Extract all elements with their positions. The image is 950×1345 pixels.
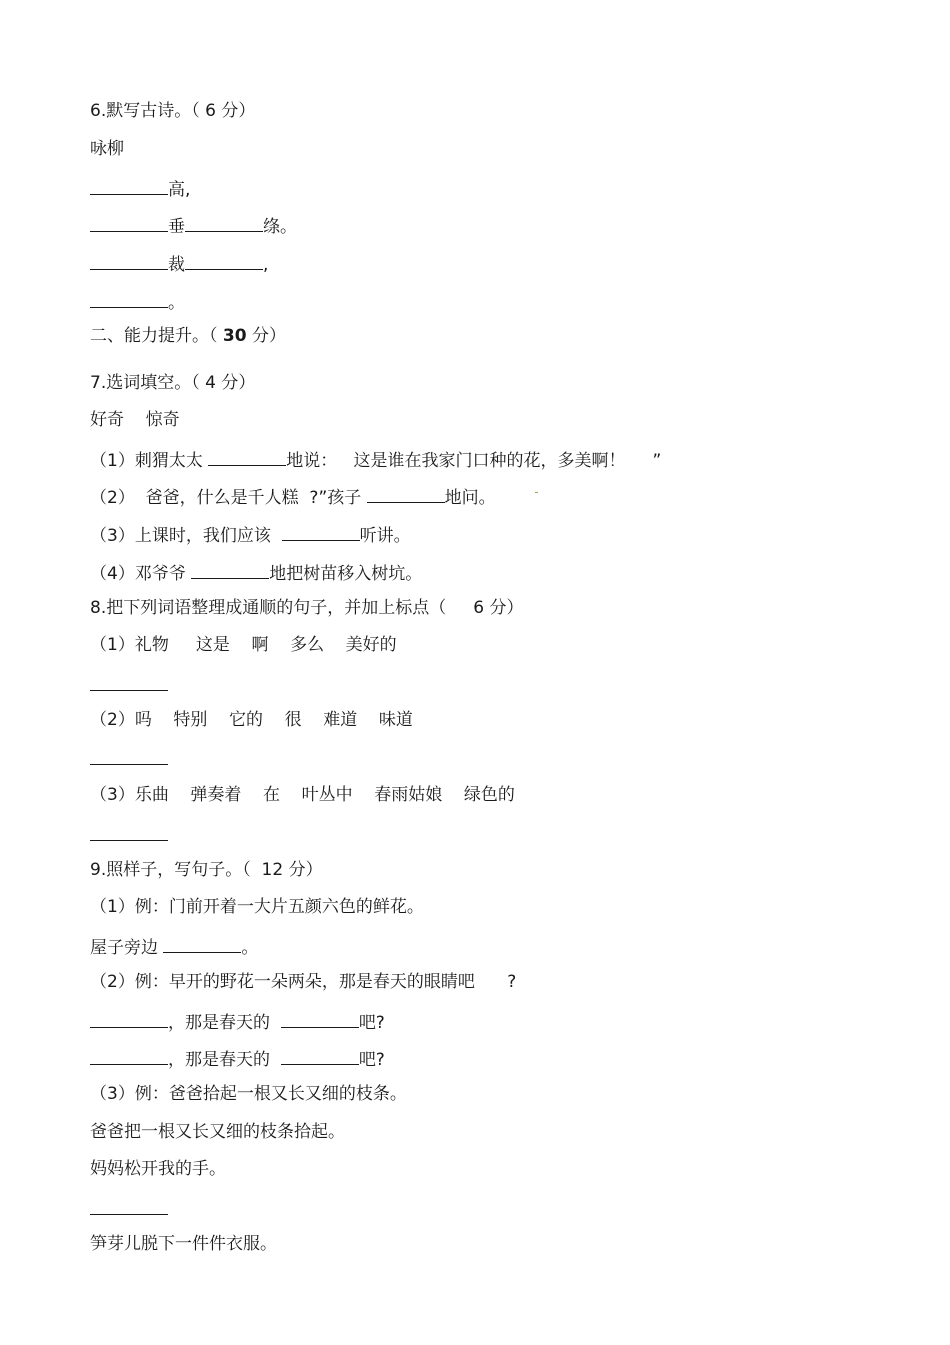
stray-mark [535, 492, 538, 493]
q8-item-3: （3）乐曲 弹奏着 在 叶丛中 春雨姑娘 绿色的 [90, 785, 515, 805]
q9-exercise-2b: ，那是春天的 吧? [90, 1046, 385, 1071]
answer-blank[interactable] [90, 289, 168, 308]
q9-exercise-3a: 妈妈松开我的手。 [90, 1159, 226, 1179]
poem-line-1: 高, [90, 176, 190, 201]
q7-title: 7.选词填空。（ 4 分） [90, 373, 256, 393]
answer-blank[interactable] [281, 1046, 359, 1065]
answer-blank[interactable] [90, 822, 168, 841]
poem-line-3: 裁 , [90, 251, 268, 276]
answer-blank[interactable] [185, 251, 263, 270]
q8-item-1: （1）礼物 这是 啊 多么 美好的 [90, 635, 397, 655]
q9-exercise-3b: 笋芽儿脱下一件件衣服。 [90, 1234, 277, 1254]
answer-blank[interactable] [90, 672, 168, 691]
q9-title: 9.照样子，写句子。（ 12 分） [90, 860, 323, 880]
q8-answer-2 [90, 746, 168, 771]
answer-blank[interactable] [90, 176, 168, 195]
q9-example-3: （3）例：爸爸拾起一根又长又细的枝条。 [90, 1084, 407, 1104]
q9-example-1: （1）例：门前开着一大片五颜六色的鲜花。 [90, 897, 424, 917]
q7-sentence-3: （3）上课时，我们应该 听讲。 [90, 522, 411, 547]
answer-blank[interactable] [163, 934, 241, 953]
answer-blank[interactable] [90, 1046, 168, 1065]
answer-blank[interactable] [208, 447, 286, 466]
q9-example-3-rewrite: 爸爸把一根又长又细的枝条拾起。 [90, 1122, 345, 1142]
q7-word-choices: 好奇 惊奇 [90, 410, 180, 430]
q9-example-2: （2）例：早开的野花一朵两朵，那是春天的眼睛吧 ? [90, 972, 517, 992]
answer-blank[interactable] [185, 213, 263, 232]
poem-line-2: 垂 绦。 [90, 213, 297, 238]
answer-blank[interactable] [282, 522, 360, 541]
section-2-title: 二、能力提升。（ 30 分） [90, 326, 286, 346]
q9-answer-3a [90, 1196, 168, 1221]
q6-title: 6.默写古诗。（ 6 分） [90, 101, 256, 121]
q8-title: 8.把下列词语整理成通顺的句子，并加上标点（ 6 分） [90, 598, 524, 618]
q7-sentence-4: （4）邓爷爷 地把树苗移入树坑。 [90, 560, 422, 585]
q7-sentence-2: （2） 爸爸，什么是千人糕 ?”孩子 地问。 [90, 484, 496, 509]
poem-title: 咏柳 [90, 139, 124, 159]
answer-blank[interactable] [90, 746, 168, 765]
poem-line-4: 。 [90, 289, 185, 314]
answer-blank[interactable] [90, 251, 168, 270]
answer-blank[interactable] [367, 484, 445, 503]
answer-blank[interactable] [90, 213, 168, 232]
answer-blank[interactable] [281, 1009, 359, 1028]
answer-blank[interactable] [191, 560, 269, 579]
q8-answer-3 [90, 822, 168, 847]
answer-blank[interactable] [90, 1009, 168, 1028]
q8-item-2: （2）吗 特别 它的 很 难道 味道 [90, 710, 413, 730]
q9-exercise-1: 屋子旁边 。 [90, 934, 258, 959]
answer-blank[interactable] [90, 1196, 168, 1215]
q7-sentence-1: （1）刺猬太太 地说： 这是谁在我家门口种的花，多美啊！ ” [90, 447, 661, 472]
q9-exercise-2a: ，那是春天的 吧? [90, 1009, 385, 1034]
q8-answer-1 [90, 672, 168, 697]
